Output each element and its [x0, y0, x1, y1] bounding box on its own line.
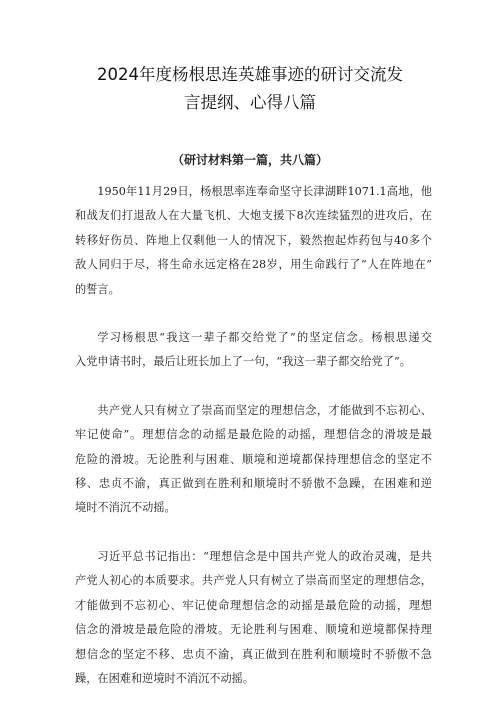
paragraph-line: 和战友们打退敌人在大量飞机、大炮支援下8次连续猛烈的进攻后，在: [75, 209, 432, 223]
document-title: [0, 61, 500, 117]
paragraph-line: 想信念的坚定不移、忠贞不渝，真正做到在胜利和顺境时不骄傲不急: [75, 647, 432, 661]
paragraph-line: 牢记使命”。理想信念的动摇是最危险的动摇，理想信念的滑坡是最: [75, 428, 432, 442]
paragraph-line: 1950年11月29日，杨根思率连奉命坚守长津湖畔1071.1高地，他: [97, 185, 432, 198]
paragraph-3: [75, 399, 432, 521]
paragraph-1: [75, 180, 432, 302]
paragraph-line: 境时不消沉不动摇。: [75, 501, 176, 515]
paragraph-line: 的誓言。: [75, 282, 120, 296]
paragraph-line: 学习杨根思“我这一辈子都交给党了”的坚定信念。杨根思递交: [97, 331, 432, 345]
title-line-2: 言提纲、心得八篇: [184, 93, 316, 112]
paragraph-line: 习近平总书记指出：“理想信念是中国共产党人的政治灵魂，是共: [97, 549, 432, 563]
paragraph-line: 才能做到不忘初心、牢记使命理想信念的动摇是最危险的动摇，理想: [75, 598, 432, 612]
paragraph-line: 入党申请书时，最后让班长加上了一句，“我这一辈子都交给党了”。: [75, 355, 411, 369]
paragraph-2: [75, 326, 432, 375]
paragraph-line: 共产党人只有树立了崇高而坚定的理想信念，才能做到不忘初心、: [97, 403, 432, 417]
document-body: [75, 180, 432, 691]
paragraph-line: 躁，在困难和逆境时不消沉不动摇。: [75, 671, 255, 685]
paragraph-line: 信念的滑坡是最危险的滑坡。无论胜利与困难、顺境和逆境都保持理: [75, 623, 432, 637]
paragraph-4: [75, 545, 432, 691]
paragraph-line: 移、忠贞不渝，真正做到在胜利和顺境时不骄傲不急躁，在困难和逆: [75, 477, 432, 491]
paragraph-line: 转移好伤员、阵地上仅剩他一人的情况下，毅然抱起炸药包与40多个: [75, 233, 432, 247]
paragraph-line: 敌人同归于尽，将生命永远定格在28岁，用生命践行了“人在阵地在”: [75, 258, 432, 272]
paragraph-line: 危险的滑坡。无论胜利与困难、顺境和逆境都保持理想信念的坚定不: [75, 452, 432, 466]
document-subtitle: （研讨材料第一篇，共八篇）: [171, 153, 328, 167]
title-line-1: 2024年度杨根思连英雄事迹的研讨交流发: [97, 65, 403, 84]
paragraph-line: 产党人初心的本质要求。共产党人只有树立了崇高而坚定的理想信念，: [75, 574, 432, 588]
